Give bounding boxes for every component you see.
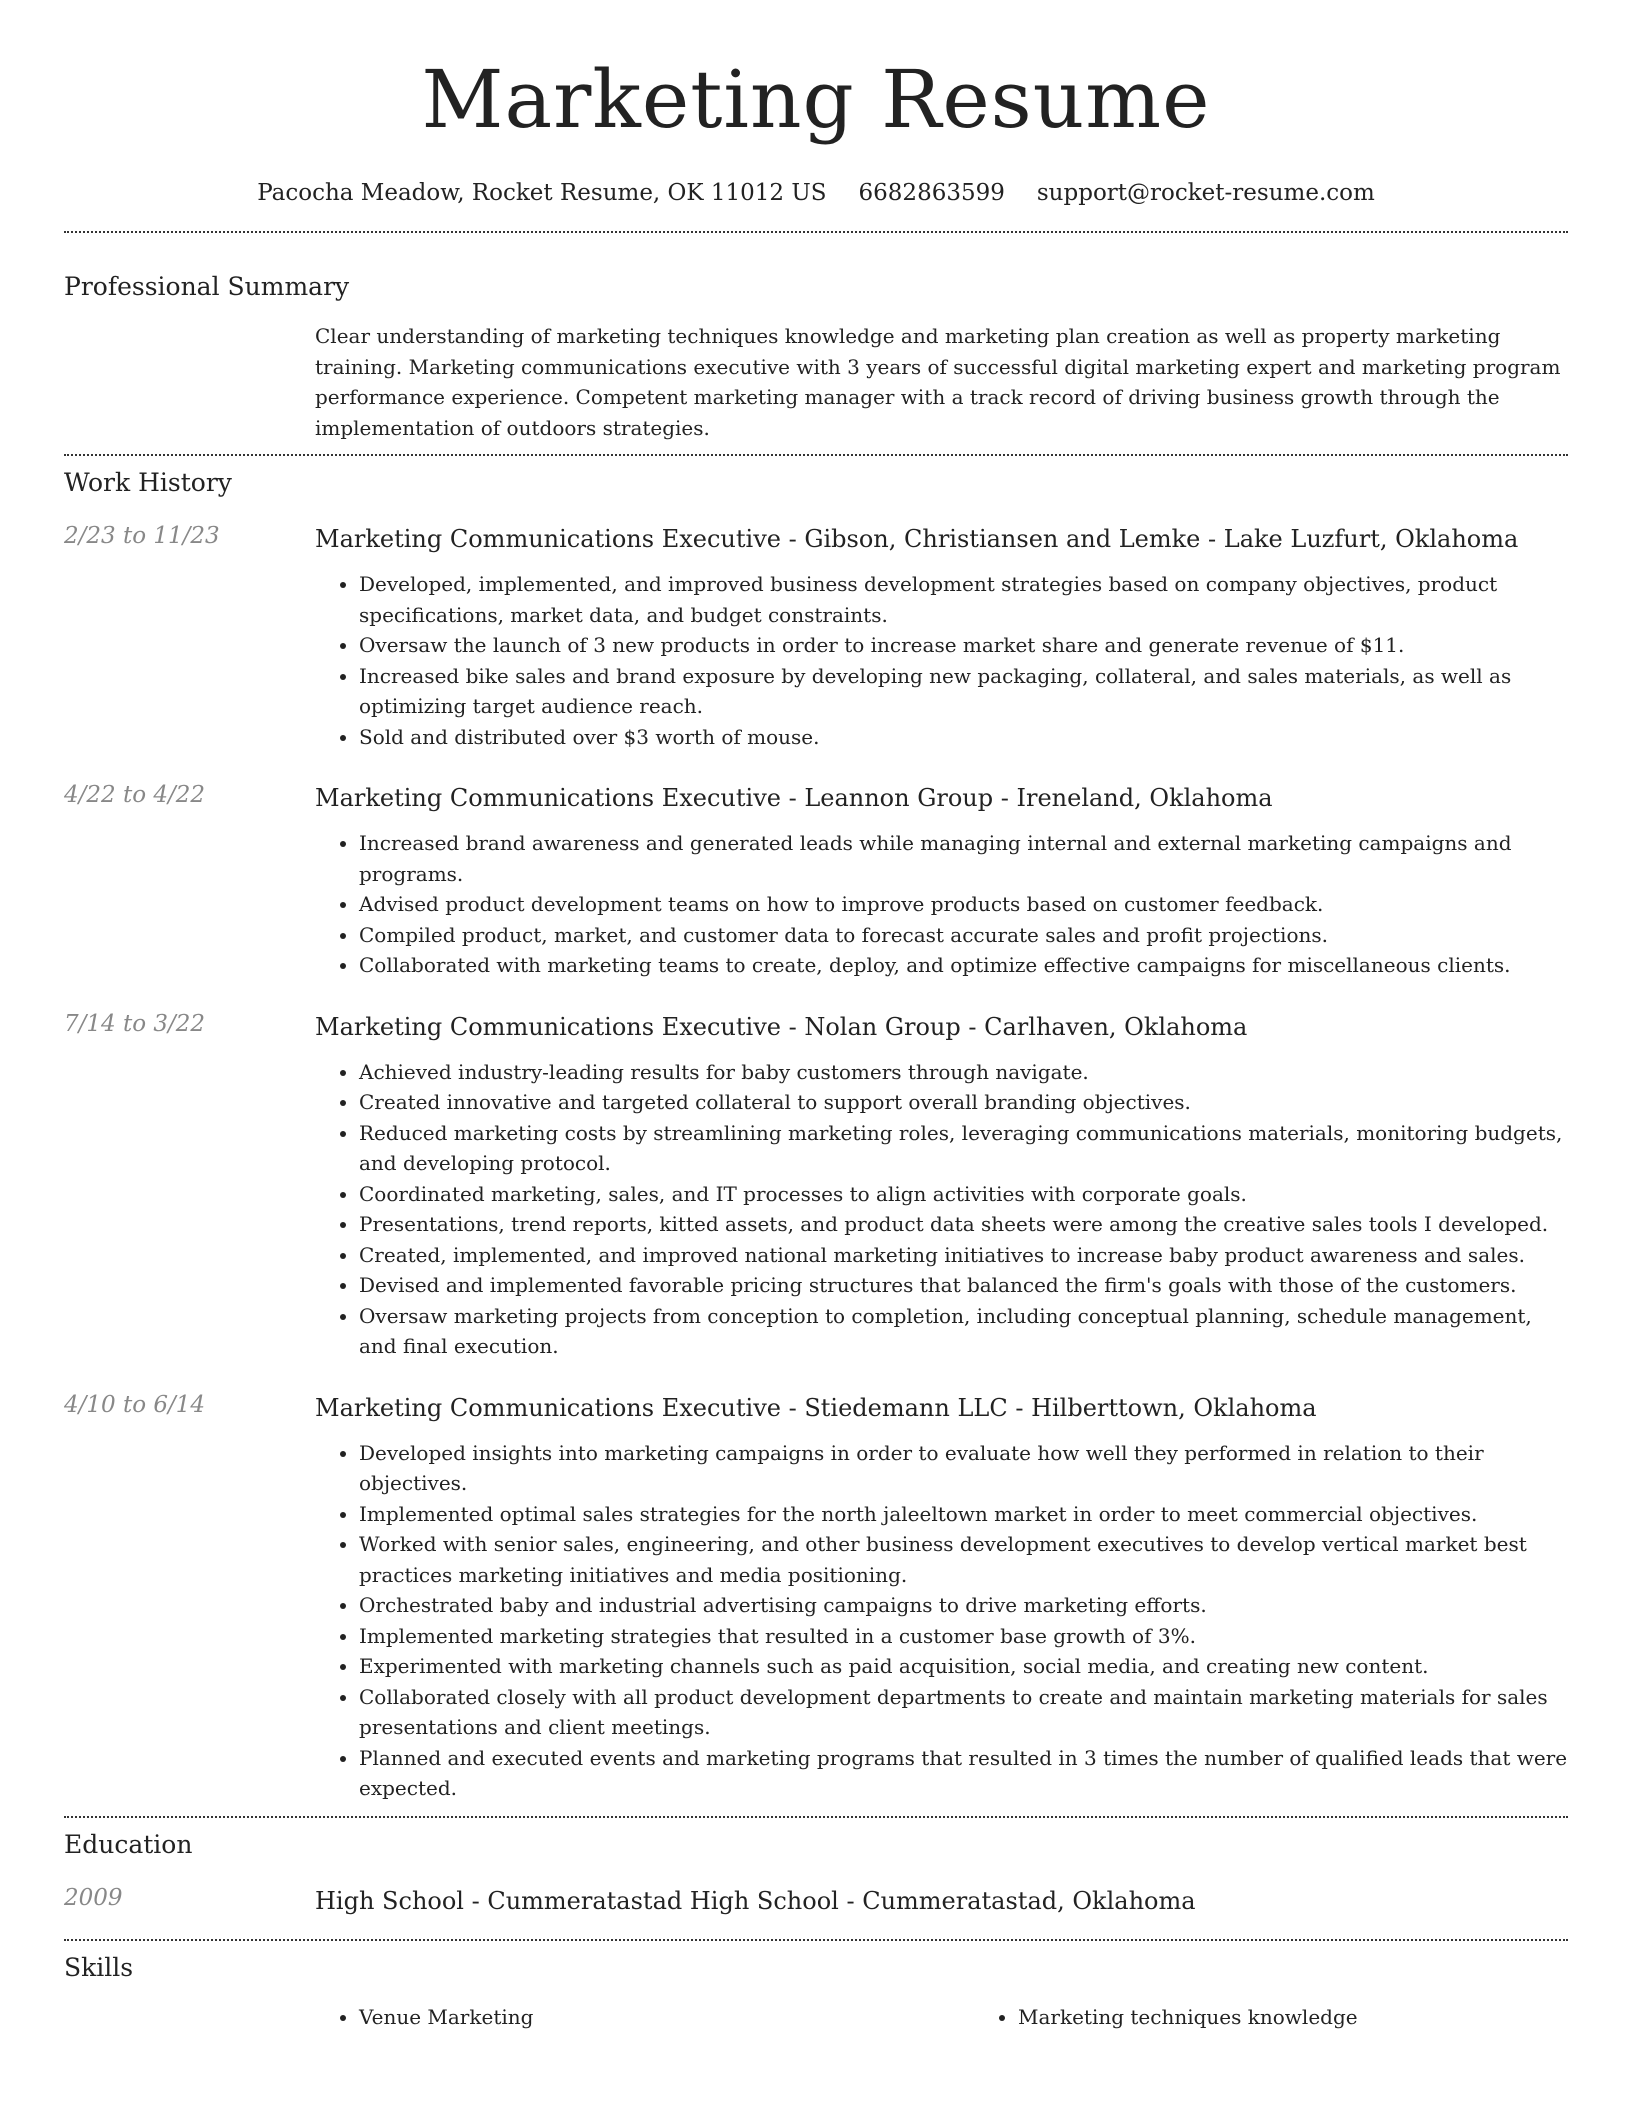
job-bullet: • Devised and implemented favorable pricing structures that balanced the firm's goals with those of the customers. [359,1270,1568,1301]
summary-row [64,321,1568,443]
job-title: Marketing Communications Executive - Stiedemann LLC - Hilberttown, Oklahoma [315,1393,1317,1422]
section-heading-education: Education [64,1829,193,1859]
divider-education [64,1939,1568,1941]
job-bullet: • Collaborated with marketing teams to create, deploy, and optimize effective campaigns for miscellaneous clients. [359,950,1568,981]
job-title: Marketing Communications Executive - Gibson, Christiansen and Lemke - Lake Luzfurt, Oklahoma [315,525,1519,553]
divider-header [64,231,1568,233]
job-bullet: • Sold and distributed over $3 worth of mouse. [359,722,1568,753]
job-bullet: • Created, implemented, and improved national marketing initiatives to increase baby product awareness and sales. [359,1240,1568,1271]
job-title: Marketing Communications Executive - Nolan Group - Carlhaven, Oklahoma [315,1012,1248,1041]
job-bullet: • Worked with senior sales, engineering, and other business development executives to develop vertical market best practices marketing initiatives and media positioning. [359,1529,1568,1590]
education-year: 2009 [64,1884,123,1911]
job-dates: 4/10 to 6/14 [64,1391,206,1418]
job-bullets [315,1438,1568,1804]
job-bullet: • Planned and executed events and marketing programs that resulted in 3 times the number of qualified leads that were expected. [359,1743,1568,1804]
job-dates: 2/23 to 11/23 [64,523,220,549]
job-bullet: • Oversaw the launch of 3 new products in order to increase market share and generate revenue of $11. [359,630,1568,661]
job-entry [64,523,1568,752]
divider-work [64,1816,1568,1818]
skills-list-col1 [315,2002,974,2032]
job-bullet: • Presentations, trend reports, kitted assets, and product data sheets were among the creative sales tools I developed. [359,1209,1568,1240]
summary-text: Clear understanding of marketing techniques knowledge and marketing plan creation as well as property marketing training. Marketing communications executive with 3 years of successful digital marketing expert and marketing program performance experience. Competent marketing manager with a track record of driving business growth through the implementation of outdoors strategies. [315,324,1561,440]
resume-title: Marketing Resume [421,53,1211,146]
education-title: High School - Cummeratastad High School - Cummeratastad, Oklahoma [315,1886,1196,1915]
job-bullet: • Collaborated closely with all product development departments to create and maintain marketing materials for sales presentations and client meetings. [359,1682,1568,1743]
job-bullet: • Implemented marketing strategies that resulted in a customer base growth of 3%. [359,1621,1568,1652]
job-title: Marketing Communications Executive - Leannon Group - Ireneland, Oklahoma [315,784,1273,812]
job-entry [64,782,1568,981]
job-bullet: • Implemented optimal sales strategies for the north jaleeltown market in order to meet commercial objectives. [359,1499,1568,1530]
job-entry [64,1392,1568,1804]
job-bullet: • Orchestrated baby and industrial advertising campaigns to drive marketing efforts. [359,1590,1568,1621]
job-bullet: • Developed, implemented, and improved business development strategies based on company objectives, product specifications, market data, and budget constraints. [359,569,1568,630]
job-bullets [315,569,1568,752]
job-bullet: • Achieved industry-leading results for baby customers through navigate. [359,1057,1568,1088]
job-bullet: • Coordinated marketing, sales, and IT processes to align activities with corporate goals. [359,1179,1568,1210]
skills-row [64,2002,1568,2032]
contact-email: support@rocket-resume.com [1036,180,1375,206]
job-bullet: • Oversaw marketing projects from conception to completion, including conceptual planning, schedule management, and final execution. [359,1301,1568,1362]
job-bullet: • Created innovative and targeted collateral to support overall branding objectives. [359,1087,1568,1118]
job-dates: 7/14 to 3/22 [64,1010,206,1037]
skill-item: • Venue Marketing [359,2002,974,2032]
section-heading-summary: Professional Summary [64,272,350,301]
skills-list-col2 [974,2002,1632,2032]
section-heading-skills: Skills [64,1952,134,1982]
skills-left-spacer [64,2002,315,2032]
contact-phone: 6682863599 [858,180,1005,206]
contact-address: Pacocha Meadow, Rocket Resume, OK 11012 US [257,180,827,206]
job-bullet: • Advised product development teams on how to improve products based on customer feedback. [359,889,1568,920]
job-bullet: • Developed insights into marketing campaigns in order to evaluate how well they performed in relation to their objectives. [359,1438,1568,1499]
contact-info [64,178,1568,208]
job-bullet: • Increased brand awareness and generated leads while managing internal and external marketing campaigns and programs. [359,828,1568,889]
job-bullet: • Increased bike sales and brand exposure by developing new packaging, collateral, and sales materials, as well as optimizing target audience reach. [359,661,1568,722]
job-bullet: • Compiled product, market, and customer data to forecast accurate sales and profit projections. [359,920,1568,951]
divider-summary [64,454,1568,456]
summary-left-spacer [64,321,315,443]
education-entry [64,1885,1568,1917]
job-bullet: • Reduced marketing costs by streamlining marketing roles, leveraging communications materials, monitoring budgets, and developing protocol. [359,1118,1568,1179]
job-bullet: • Experimented with marketing channels such as paid acquisition, social media, and creating new content. [359,1651,1568,1682]
job-bullets [315,828,1568,981]
job-dates: 4/22 to 4/22 [64,782,206,808]
job-entry [64,1011,1568,1362]
job-bullets [315,1057,1568,1362]
skill-item: • Marketing techniques knowledge [1018,2002,1632,2032]
section-heading-work: Work History [64,468,232,497]
